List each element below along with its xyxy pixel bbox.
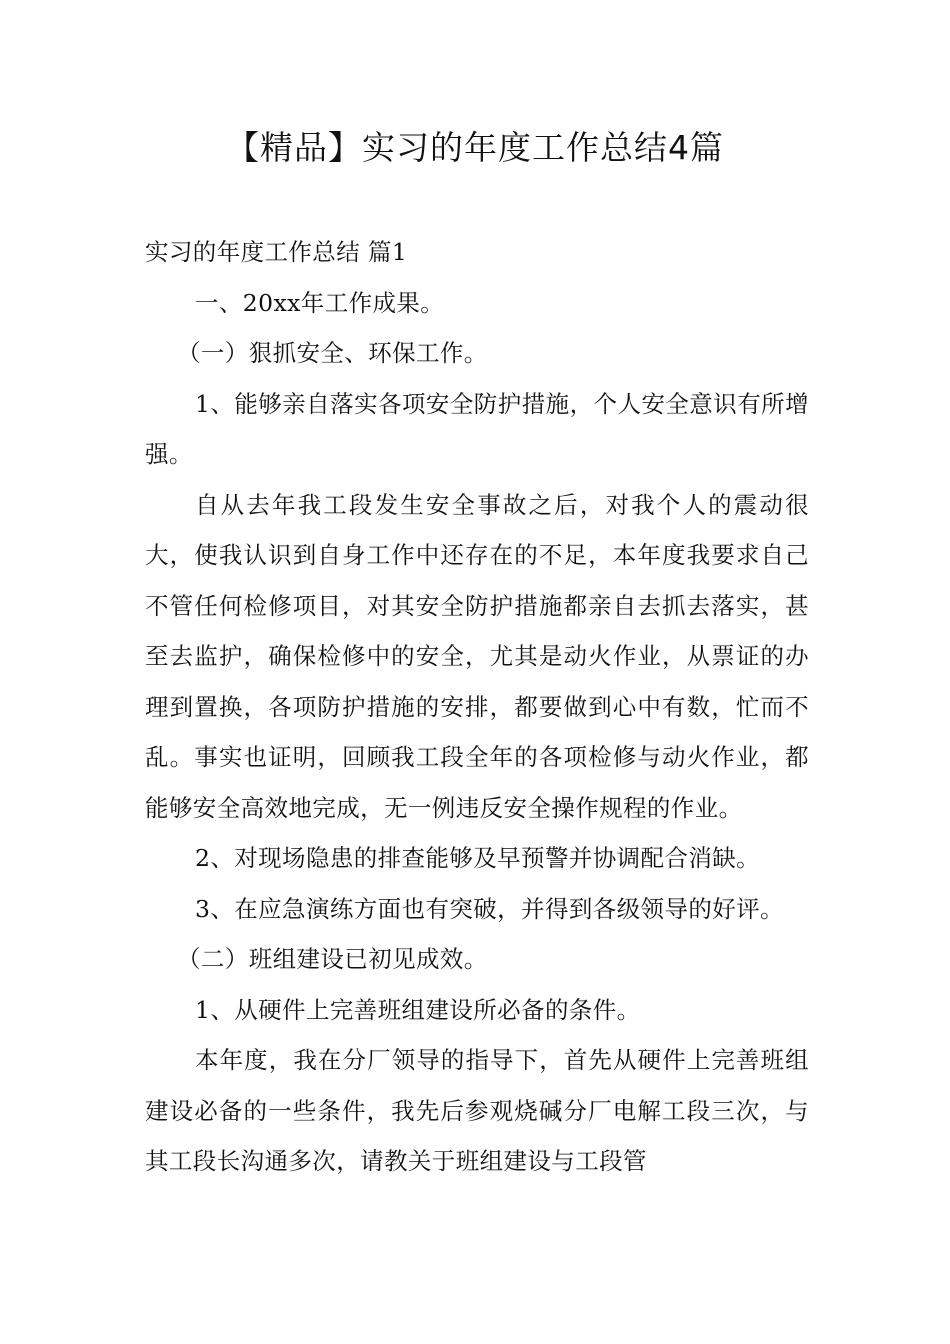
paragraph: 自从去年我工段发生安全事故之后，对我个人的震动很大，使我认识到自身工作中还存在的不足，本年度我要求自己不管任何检修项目，对其安全防护措施都亲自去抓去落实，甚至去监护，确保检修中的安全，尤其是动火作业，从票证的办理到置换，各项防护措施的安排，都要做到心中有数，忙而不乱。事实也证明，回顾我工段全年的各项检修与动火作业，都能够安全高效地完成，无一例违反安全操作规程的作业。 [145, 490, 809, 822]
document-title: 【精品】实习的年度工作总结4篇 [226, 128, 724, 167]
paragraph: 3、在应急演练方面也有突破，并得到各级领导的好评。 [195, 894, 784, 923]
paragraph: 1、能够亲自落实各项安全防护措施，个人安全意识有所增强。 [145, 389, 809, 468]
paragraph: （二）班组建设已初见成效。 [177, 945, 488, 973]
paragraph: 本年度，我在分厂领导的指导下，首先从硬件上完善班组建设必备的一些条件，我先后参观烧碱分厂电解工段三次，与其工段长沟通多次，请教关于班组建设与工段管 [145, 1046, 809, 1175]
paragraph: 1、从硬件上完善班组建设所必备的条件。 [195, 995, 641, 1024]
paragraph: 一、20xx年工作成果。 [195, 288, 445, 317]
document-body [145, 227, 809, 1187]
section-heading: 实习的年度工作总结 篇1 [145, 238, 408, 266]
paragraph: 2、对现场隐患的排查能够及早预警并协调配合消缺。 [195, 844, 761, 872]
paragraph: （一）狠抓安全、环保工作。 [177, 339, 488, 367]
